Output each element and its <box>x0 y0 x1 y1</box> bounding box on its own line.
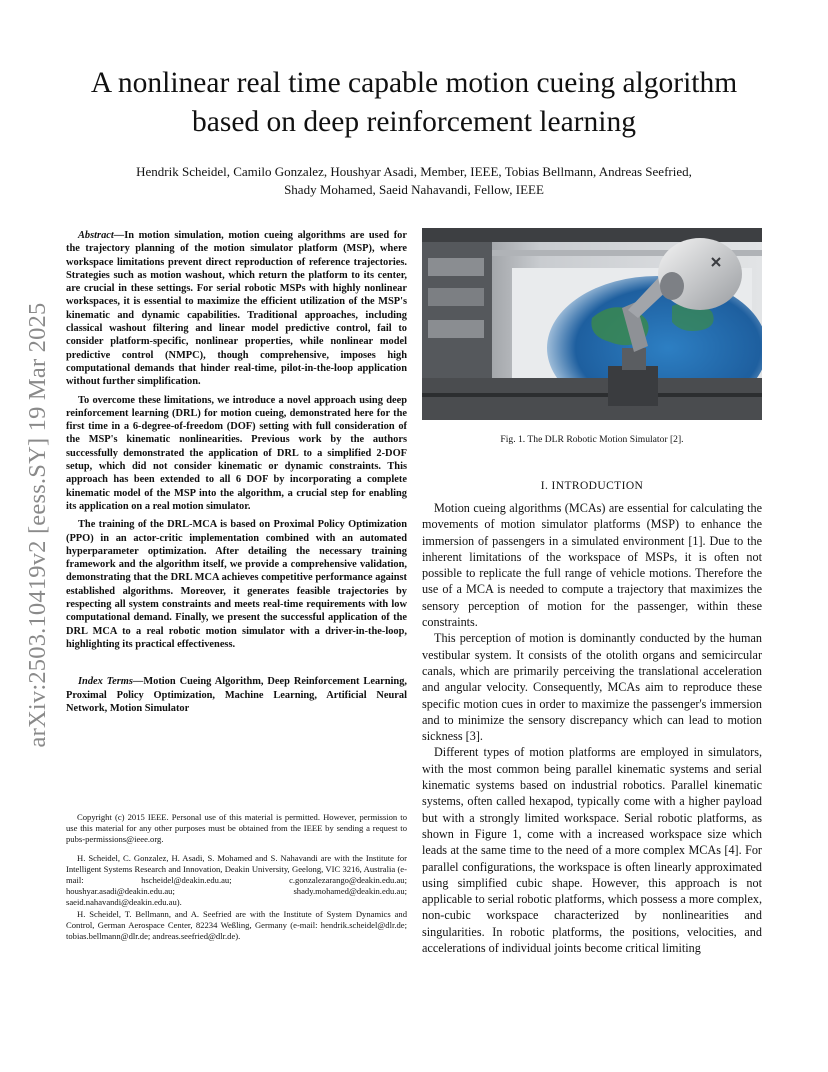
copyright-notice: Copyright (c) 2015 IEEE. Personal use of this material is permitted. However, permission to use this material for any other purposes must be obtained from the IEEE by sending a request to pubs-permissions@ieee.org. <box>66 812 407 845</box>
intro-paragraph-1: Motion cueing algorithms (MCAs) are essential for calculating the movements of motion simulator platforms (MSP) to enhance the immersion of passengers in a simulated environment [1]. Due to the inherent limitations of the workspace of MSPs, it is often not possible to replicate the full range of vehicle motions. Therefore the use of a MCA is needed to compute a trajectory that maximizes the sensory perception of motion for the passenger, within these constraints. <box>422 501 762 630</box>
simulator-photo <box>422 228 762 420</box>
affiliation-1: H. Scheidel, C. Gonzalez, H. Asadi, S. Mohamed and S. Nahavandi are with the Institute for Intelligent Systems Research and Innovation, Deakin University, Geelong, VIC 3216, Australia (e-mail: hscheidel@deakin.edu.au; c.gonzalezarango@deakin.edu.au; houshyar.asadi@deakin.edu.au; shady.mohamed@deakin.edu.au; saeid.nahavandi@deakin.edu.au). <box>66 852 407 908</box>
index-terms <box>66 675 407 715</box>
figure-dlr-simulator <box>422 228 762 420</box>
footnotes <box>66 812 407 942</box>
author-line-1: Hendrik Scheidel, Camilo Gonzalez, Houshyar Asadi, Member, IEEE, Tobias Bellmann, Andreas Seefried, <box>136 164 692 179</box>
index-terms-paragraph <box>66 675 407 715</box>
arxiv-identifier <box>20 270 56 780</box>
intro-paragraph-3: Different types of motion platforms are employed in simulators, with the most common being parallel kinematic systems and serial kinematic systems based on industrial robotics. Parallel kinematic systems, often called hexapod, typically come with a higher payload but with a strongly limited workspace. Serial robotic platforms, as shown in Figure 1, come with a increased workspace size which leads at the same time to the need of a more complex MCAs [4]. For parallel configurations, the workspace is often linearly approximated using simplified cubic shape. However, this approach is not applicable to serial robotic platforms, which possess a more complex, non-cubic workspace characterized by nonlinearities and singularities. In robotic platforms, the positions, velocities, and accelerations of individual joints become critical limiting <box>422 745 762 956</box>
abstract-paragraph-1 <box>66 229 407 389</box>
author-list <box>60 163 768 199</box>
author-line-2: Shady Mohamed, Saeid Nahavandi, Fellow, IEEE <box>284 182 544 197</box>
section-heading-introduction: I. INTRODUCTION <box>540 480 644 492</box>
index-terms-text: Motion Cueing Algorithm, Deep Reinforcement Learning, Proximal Policy Optimization, Machine Learning, Artificial Neural Network, Motion Simulator <box>66 676 407 714</box>
affiliation-2: H. Scheidel, T. Bellmann, and A. Seefried are with the Institute of System Dynamics and Control, German Aerospace Center, 82234 Weßling, Germany (e-mail: hendrik.scheidel@dlr.de; tobias.bellmann@dlr.de; andreas.seefried@dlr.de). <box>66 908 407 942</box>
abstract-paragraph-2: To overcome these limitations, we introduce a novel approach using deep reinforcement learning (DRL) for motion cueing, demonstrated here for the first time in a 6-degree-of-freedom (DOF) setting with full consideration of the MSP's kinematic nonlinearities. Previous work by the authors successfully demonstrated the application of DRL to a simplified 2-DOF setup, which did not consider kinematic or dynamic constraints. This approach has been extended to all 6 DOF by incorporating a complete kinematic model of the MSP into the algorithm, a crucial step for enabling its application on a real motion simulator. <box>66 394 407 512</box>
figure-caption: Fig. 1. The DLR Robotic Motion Simulator [2]. <box>500 434 684 445</box>
abstract-lead: Abstract— <box>78 230 125 241</box>
left-column <box>66 229 407 715</box>
arxiv-identifier-text: arXiv:2503.10419v2 [eess.SY] 19 Mar 2025 <box>24 302 51 748</box>
abstract-paragraph-3: The training of the DRL-MCA is based on Proximal Policy Optimization (PPO) in an actor-critic implementation combined with an automated hyperparameter optimization. After detailing the necessary training framework and the algorithm itself, we provide a comprehensive validation, demonstrating that the DRL MCA achieves competitive performance against established algorithms. Moreover, it generates feasible trajectories by respecting all system constraints and meets real-time requirements with low computational demand. Finally, we present the successful application of the DRL MCA to a real robotic motion simulator with a driver-in-the-loop, highlighting its practical effectiveness. <box>66 519 407 650</box>
index-terms-lead: Index Terms— <box>78 676 144 688</box>
abstract <box>66 229 407 651</box>
right-column <box>422 228 762 956</box>
paper-title: A nonlinear real time capable motion cueing algorithm based on deep reinforcement learning <box>90 67 738 138</box>
abstract-text-1: In motion simulation, motion cueing algorithms are used for the trajectory planning of the motion simulator platform (MSP), where workspace limitations prevent direct reproduction of reference trajectories. Strategies such as motion washout, which return the platform to its center, are crucial in these settings. For serial robotic MSPs with highly nonlinear workspaces, it is essential to maximize the efficient utilization of the MSP's kinematic and dynamic capabilities. Traditional approaches, including classical washout filtering and linear model predictive control, fail to consider platform-specific, nonlinear properties, while nonlinear model predictive control (NMPC), though comprehensive, imposes high computational demands that hinder real-time, pilot-in-the-loop application without further simplification. <box>66 230 407 388</box>
introduction-body <box>422 500 762 956</box>
intro-paragraph-2: This perception of motion is dominantly conducted by the human vestibular system. It consists of the otolith organs and semicircular canals, which are primarily perceiving the translational acceleration and angular velocity. Consequently, MCAs aim to reproduce these specific motion cues in order to maximize the passenger's immersion and to minimize the sensory discrepancy which can lead to motion sickness [3]. <box>422 631 762 744</box>
